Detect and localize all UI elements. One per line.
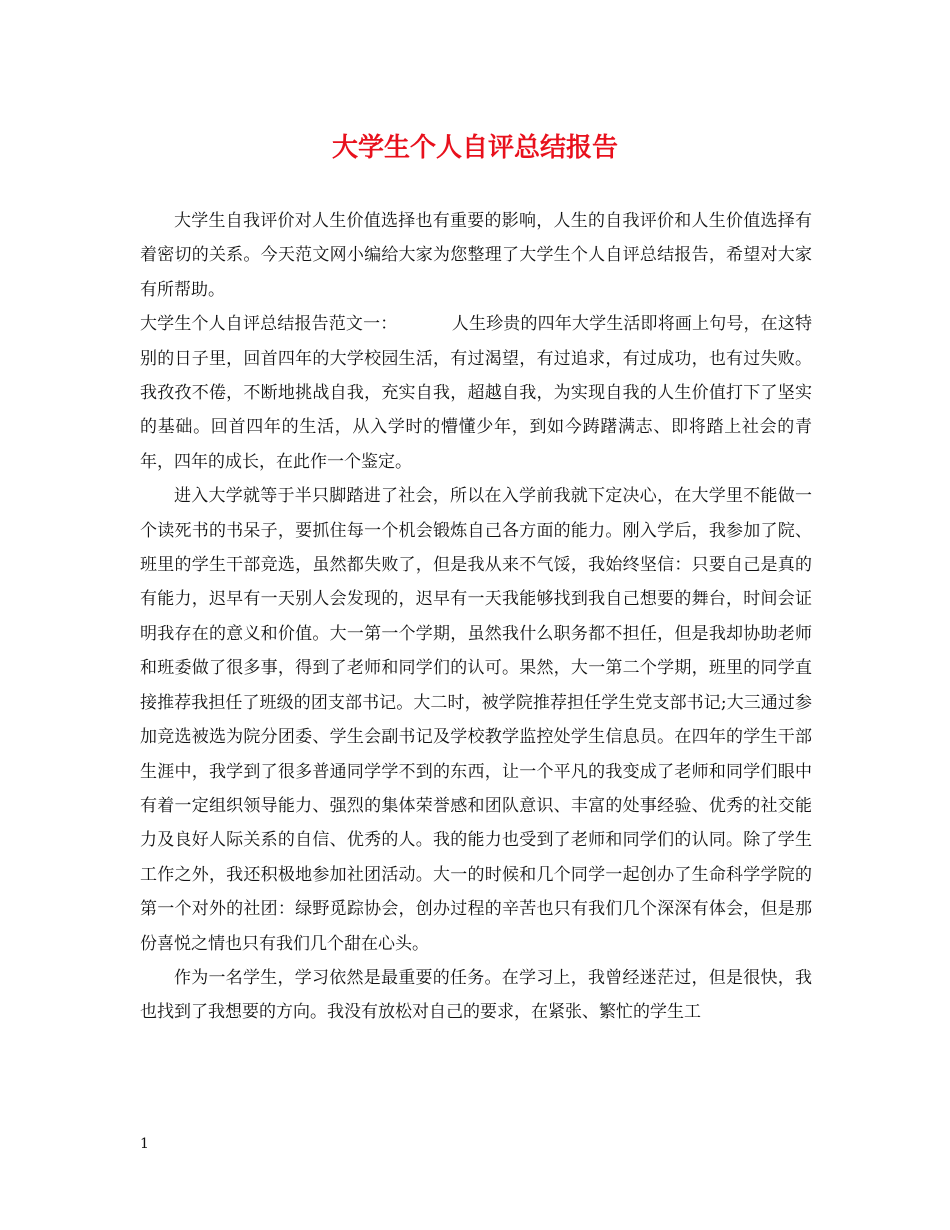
page-number: 1 [140, 1136, 149, 1152]
document-body [140, 204, 812, 1030]
document-title: 大学生个人自评总结报告 [331, 133, 618, 163]
paragraph-student-leader: 进入大学就等于半只脚踏进了社会，所以在入学前我就下定决心，在大学里不能做一个读死书的书呆子，要抓住每一个机会锻炼自己各方面的能力。刚入学后，我参加了院、班里的学生干部竞选，虽然都失败了，但是我从来不气馁，我始终坚信：只要自己是真的有能力，迟早有一天别人会发现的，迟早有一天我能够找到我自己想要的舞台，时间会证明我存在的意义和价值。大一第一个学期，虽然我什么职务都不担任，但是我却协助老师和班委做了很多事，得到了老师和同学们的认可。果然，大一第二个学期，班里的同学直接推荐我担任了班级的团支部书记。大二时，被学院推荐担任学生党支部书记;大三通过参加竞选被选为院分团委、学生会副书记及学校教学监控处学生信息员。在四年的学生干部生涯中，我学到了很多普通同学学不到的东西，让一个平凡的我变成了老师和同学们眼中有着一定组织领导能力、强烈的集体荣誉感和团队意识、丰富的处事经验、优秀的社交能力及良好人际关系的自信、优秀的人。我的能力也受到了老师和同学们的认同。除了学生工作之外，我还积极地参加社团活动。大一的时候和几个同学一起创办了生命科学学院的第一个对外的社团：绿野觅踪协会，创办过程的辛苦也只有我们几个深深有体会，但是那份喜悦之情也只有我们几个甜在心头。 [140, 486, 812, 954]
sample-label: 大学生个人自评总结报告范文一： [140, 314, 398, 335]
sample-paragraph [140, 307, 812, 479]
intro-paragraph: 大学生自我评价对人生价值选择也有重要的影响，人生的自我评价和人生价值选择有着密切的关系。今天范文网小编给大家为您整理了大学生个人自评总结报告，希望对大家有所帮助。 [140, 211, 812, 300]
sample-text: 人生珍贵的四年大学生活即将画上句号，在这特别的日子里，回首四年的大学校园生活，有过渴望，有过追求，有过成功，也有过失败。我孜孜不倦，不断地挑战自我，充实自我，超越自我，为实现自我的人生价值打下了坚实的基础。回首四年的生活，从入学时的懵懂少年，到如今踌躇满志、即将踏上社会的青年，四年的成长，在此作一个鉴定。 [140, 314, 813, 472]
paragraph-study: 作为一名学生，学习依然是最重要的任务。在学习上，我曾经迷茫过，但是很快，我也找到了我想要的方向。我没有放松对自己的要求，在紧张、繁忙的学生工 [140, 967, 812, 1023]
